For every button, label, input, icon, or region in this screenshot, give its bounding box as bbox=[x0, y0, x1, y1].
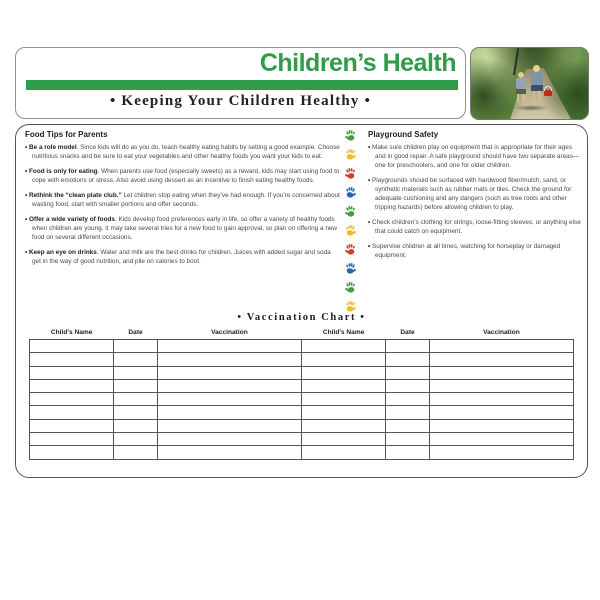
photo-kid-right bbox=[530, 65, 543, 101]
vaccination-cell bbox=[386, 379, 430, 392]
vaccination-cell bbox=[429, 446, 573, 459]
photo-shadow bbox=[513, 105, 549, 111]
vaccination-column-header: Child's Name bbox=[322, 329, 365, 336]
vaccination-cell bbox=[429, 366, 573, 379]
brand-underline-bar bbox=[26, 80, 458, 90]
vaccination-cell bbox=[386, 406, 430, 419]
vaccination-cell bbox=[114, 406, 158, 419]
kid-legs bbox=[533, 91, 541, 101]
vaccination-cell bbox=[429, 340, 573, 353]
vaccination-column-header: Vaccination bbox=[483, 329, 520, 336]
vaccination-cell bbox=[301, 379, 385, 392]
vaccination-cell bbox=[114, 446, 158, 459]
vaccination-column-header: Child's Name bbox=[50, 329, 93, 336]
vaccination-cell bbox=[301, 340, 385, 353]
kid-legs bbox=[517, 94, 525, 102]
vaccination-cell bbox=[301, 433, 385, 446]
vaccination-column-header: Vaccination bbox=[211, 329, 248, 336]
kid-head bbox=[533, 65, 540, 72]
vaccination-cell bbox=[157, 340, 301, 353]
vaccination-cell bbox=[429, 419, 573, 432]
content-panel bbox=[15, 124, 588, 478]
vaccination-column-header: Date bbox=[400, 329, 415, 336]
food-tip-item: • Keep an eye on drinks. Water and milk are the best drinks for children. Juices with added sugar and soda get in the way of good nutrition, and pile on calories to boot. bbox=[25, 248, 340, 266]
vaccination-cell bbox=[429, 353, 573, 366]
table-row bbox=[30, 366, 574, 379]
vaccination-cell bbox=[114, 419, 158, 432]
vaccination-cell bbox=[114, 379, 158, 392]
vaccination-cell bbox=[429, 379, 573, 392]
handprint-icon bbox=[344, 224, 357, 237]
vaccination-cell bbox=[30, 419, 114, 432]
table-row bbox=[30, 353, 574, 366]
vaccination-table-head bbox=[30, 329, 574, 340]
red-pail bbox=[544, 90, 552, 96]
vaccination-cell bbox=[301, 419, 385, 432]
vaccination-cell bbox=[386, 393, 430, 406]
handprint-divider bbox=[342, 129, 358, 313]
vaccination-cell bbox=[30, 446, 114, 459]
handprint-icon bbox=[344, 129, 357, 142]
vaccination-cell bbox=[157, 419, 301, 432]
food-tips-list bbox=[25, 143, 340, 266]
table-row bbox=[30, 406, 574, 419]
vaccination-cell bbox=[386, 446, 430, 459]
playground-safety-item: • Make sure children play on equipment that is appropriate for their ages and in good repair. A safe playground should have two separate areas—one for preschoolers, and one for older children. bbox=[368, 143, 584, 170]
handprint-icon bbox=[344, 205, 357, 218]
table-row bbox=[30, 446, 574, 459]
table-row bbox=[30, 433, 574, 446]
vaccination-cell bbox=[301, 353, 385, 366]
vaccination-cell bbox=[157, 379, 301, 392]
vaccination-table bbox=[29, 329, 574, 460]
handprint-icon bbox=[344, 167, 357, 180]
food-tips-heading: Food Tips for Parents bbox=[25, 130, 108, 139]
playground-safety-section bbox=[368, 130, 584, 266]
playground-safety-heading: Playground Safety bbox=[368, 130, 439, 139]
vaccination-cell bbox=[386, 419, 430, 432]
table-row bbox=[30, 393, 574, 406]
vaccination-cell bbox=[157, 406, 301, 419]
food-tip-item: • Rethink the “clean plate club.” Let children stop eating when they’ve had enough. If you’re concerned about wasting food, start with smaller portions and offer seconds. bbox=[25, 191, 340, 209]
table-row bbox=[30, 419, 574, 432]
handprint-icon bbox=[344, 281, 357, 294]
table-row bbox=[30, 340, 574, 353]
vaccination-column-header: Date bbox=[128, 329, 143, 336]
playground-safety-item: • Playgrounds should be surfaced with hardwood fiber/mulch, sand, or synthetic materials such as rubber mats or tiles. Check the ground for adequate cushioning and any dangers (such as tree roots and other tripping hazards) before allowing children to play. bbox=[368, 176, 584, 212]
vaccination-cell bbox=[114, 340, 158, 353]
vaccination-table-body bbox=[30, 340, 574, 460]
vaccination-cell bbox=[429, 406, 573, 419]
photo-kid-left bbox=[515, 72, 526, 102]
vaccination-cell bbox=[30, 379, 114, 392]
food-tip-item: • Offer a wide variety of foods. Kids develop food preferences early in life, so offer a variety of healthy foods when children are young. It may take several tries for a new food to gain approval, so plan on offering a new food on several different occasions. bbox=[25, 215, 340, 242]
header-panel bbox=[15, 47, 466, 119]
vaccination-cell bbox=[114, 393, 158, 406]
vaccination-cell bbox=[30, 433, 114, 446]
vaccination-cell bbox=[114, 366, 158, 379]
vaccination-cell bbox=[157, 366, 301, 379]
handprint-icon bbox=[344, 243, 357, 256]
food-tip-item: • Be a role model. Since kids will do as you do, teach healthy eating habits by setting a good example. Choose nutritious snacks and be sure to eat your vegetables and other healthy foods you want your kids to eat. bbox=[25, 143, 340, 161]
vaccination-cell bbox=[301, 393, 385, 406]
kid-shirt bbox=[531, 72, 543, 85]
food-tip-item: • Food is only for eating. When parents use food (especially sweets) as a reward, kids may start using food to cope with emotions or stress. Also avoid using dessert as an incentive to finish eating healthy foods. bbox=[25, 167, 340, 185]
vaccination-cell bbox=[386, 340, 430, 353]
vaccination-cell bbox=[157, 393, 301, 406]
vaccination-cell bbox=[386, 366, 430, 379]
vaccination-cell bbox=[157, 446, 301, 459]
vaccination-chart-title: • Vaccination Chart • bbox=[237, 312, 366, 323]
playground-safety-list bbox=[368, 143, 584, 260]
vaccination-cell bbox=[157, 353, 301, 366]
kid-shirt bbox=[516, 78, 526, 89]
vaccination-cell bbox=[301, 366, 385, 379]
vaccination-cell bbox=[386, 433, 430, 446]
vaccination-cell bbox=[157, 433, 301, 446]
page-title: Children’s Health bbox=[259, 49, 456, 77]
children-walking-photo bbox=[470, 47, 589, 120]
vaccination-cell bbox=[30, 406, 114, 419]
handprint-icon bbox=[344, 148, 357, 161]
vaccination-cell bbox=[386, 353, 430, 366]
vaccination-cell bbox=[114, 433, 158, 446]
table-row bbox=[30, 379, 574, 392]
vaccination-cell bbox=[429, 433, 573, 446]
vaccination-cell bbox=[30, 340, 114, 353]
handprint-icon bbox=[344, 186, 357, 199]
vaccination-cell bbox=[429, 393, 573, 406]
vaccination-cell bbox=[114, 353, 158, 366]
vaccination-cell bbox=[301, 406, 385, 419]
vaccination-header-row bbox=[30, 329, 574, 340]
vaccination-cell bbox=[30, 393, 114, 406]
tagline: • Keeping Your Children Healthy • bbox=[109, 93, 372, 109]
vaccination-cell bbox=[301, 446, 385, 459]
playground-safety-item: • Check children’s clothing for strings, loose-fitting sleeves, or anything else that could catch on equipment. bbox=[368, 218, 584, 236]
handprint-icon bbox=[344, 262, 357, 275]
vaccination-cell bbox=[30, 366, 114, 379]
playground-safety-item: • Supervise children at all times, watching for horseplay or damaged equipment. bbox=[368, 242, 584, 260]
food-tips-section bbox=[25, 130, 340, 272]
vaccination-cell bbox=[30, 353, 114, 366]
